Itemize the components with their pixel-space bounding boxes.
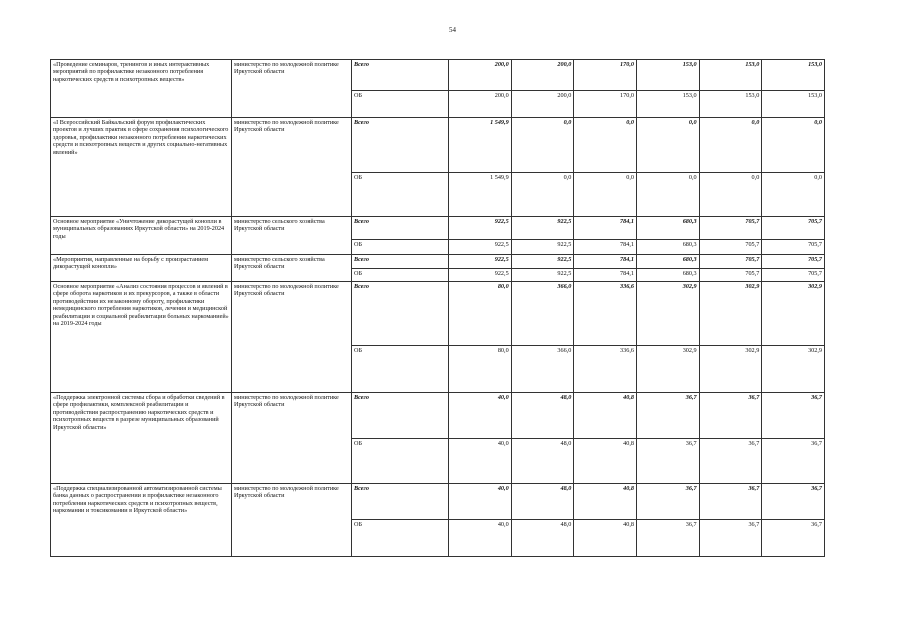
ob-value-cell: 705,7 — [762, 240, 825, 255]
ob-value-cell: 0,0 — [762, 173, 825, 217]
table-row — [51, 255, 825, 269]
page-number: 54 — [449, 26, 456, 34]
total-value-cell: 922,5 — [449, 255, 512, 269]
ob-value-cell: 40,0 — [449, 520, 512, 557]
table-row — [51, 60, 825, 91]
ob-value-cell: 302,9 — [699, 346, 762, 393]
ob-value-cell: 40,0 — [449, 439, 512, 484]
source-total-label: Всего — [352, 282, 449, 346]
total-value-cell: 36,7 — [762, 393, 825, 439]
ob-value-cell: 0,0 — [574, 173, 637, 217]
total-value-cell: 48,0 — [511, 393, 574, 439]
source-ob-label: ОБ — [352, 269, 449, 282]
ob-value-cell: 705,7 — [699, 269, 762, 282]
total-value-cell: 0,0 — [699, 118, 762, 173]
event-name-cell: «I Всероссийский Байкальский форум профилактических проектов и лучших практик в сфере сохранения психологического здоровья, профилактики незаконного потребления наркотических средств и психотропных веществ и других социально-негативных явлений» — [51, 118, 232, 217]
source-ob-label: ОБ — [352, 520, 449, 557]
event-name-cell: «Поддержка специализированной автоматизированной системы банка данных о распространении и профилактике незаконного потребления наркотических средств и психотропных веществ, наркомании и токсикомании в Иркутской области» — [51, 484, 232, 557]
total-value-cell: 36,7 — [699, 484, 762, 520]
total-value-cell: 705,7 — [762, 217, 825, 240]
ob-value-cell: 36,7 — [762, 439, 825, 484]
source-total-label: Всего — [352, 255, 449, 269]
total-value-cell: 153,0 — [762, 60, 825, 91]
ob-value-cell: 153,0 — [636, 91, 699, 118]
ob-value-cell: 366,0 — [511, 346, 574, 393]
table-row — [51, 282, 825, 346]
total-value-cell: 170,0 — [574, 60, 637, 91]
ob-value-cell: 200,0 — [511, 91, 574, 118]
ob-value-cell: 0,0 — [699, 173, 762, 217]
executor-cell: министерство по молодежной политике Иркутской области — [232, 118, 352, 217]
source-ob-label: ОБ — [352, 91, 449, 118]
total-value-cell: 680,3 — [636, 255, 699, 269]
total-value-cell: 200,0 — [511, 60, 574, 91]
ob-value-cell: 36,7 — [636, 439, 699, 484]
total-value-cell: 200,0 — [449, 60, 512, 91]
total-value-cell: 40,0 — [449, 484, 512, 520]
total-value-cell: 705,7 — [699, 255, 762, 269]
ob-value-cell: 336,6 — [574, 346, 637, 393]
ob-value-cell: 40,8 — [574, 439, 637, 484]
ob-value-cell: 680,3 — [636, 269, 699, 282]
ob-value-cell: 705,7 — [699, 240, 762, 255]
ob-value-cell: 153,0 — [699, 91, 762, 118]
total-value-cell: 153,0 — [699, 60, 762, 91]
ob-value-cell: 302,9 — [636, 346, 699, 393]
ob-value-cell: 0,0 — [511, 173, 574, 217]
total-value-cell: 40,8 — [574, 484, 637, 520]
total-value-cell: 784,1 — [574, 255, 637, 269]
table-row — [51, 484, 825, 520]
total-value-cell: 784,1 — [574, 217, 637, 240]
ob-value-cell: 922,5 — [511, 240, 574, 255]
ob-value-cell: 922,5 — [449, 269, 512, 282]
total-value-cell: 302,9 — [762, 282, 825, 346]
source-total-label: Всего — [352, 484, 449, 520]
total-value-cell: 302,9 — [636, 282, 699, 346]
ob-value-cell: 170,0 — [574, 91, 637, 118]
ob-value-cell: 922,5 — [511, 269, 574, 282]
ob-value-cell: 40,8 — [574, 520, 637, 557]
source-total-label: Всего — [352, 60, 449, 91]
total-value-cell: 0,0 — [511, 118, 574, 173]
ob-value-cell: 784,1 — [574, 269, 637, 282]
ob-value-cell: 302,9 — [762, 346, 825, 393]
ob-value-cell: 922,5 — [449, 240, 512, 255]
event-name-cell: «Проведение семинаров, тренингов и иных интерактивных мероприятий по профилактике незаконного потребления наркотических средств и психотропных веществ» — [51, 60, 232, 118]
total-value-cell: 40,8 — [574, 393, 637, 439]
source-ob-label: ОБ — [352, 240, 449, 255]
event-name-cell: Основное мероприятие «Уничтожение дикорастущей конопли в муниципальных образованиях Иркутской области» на 2019-2024 годы — [51, 217, 232, 255]
ob-value-cell: 705,7 — [762, 269, 825, 282]
total-value-cell: 36,7 — [762, 484, 825, 520]
executor-cell: министерство по молодежной политике Иркутской области — [232, 484, 352, 557]
source-total-label: Всего — [352, 393, 449, 439]
source-total-label: Всего — [352, 118, 449, 173]
total-value-cell: 1 549,9 — [449, 118, 512, 173]
source-ob-label: ОБ — [352, 173, 449, 217]
total-value-cell: 922,5 — [449, 217, 512, 240]
event-name-cell: «Поддержка электронной системы сбора и обработки сведений в сфере профилактики, комплексной реабилитации и противодействия распространению наркотических средств и психотропных веществ в разрезе муниципальных образований Иркутской области» — [51, 393, 232, 484]
total-value-cell: 680,3 — [636, 217, 699, 240]
total-value-cell: 36,7 — [699, 393, 762, 439]
executor-cell: министерство по молодежной политике Иркутской области — [232, 282, 352, 393]
total-value-cell: 922,5 — [511, 217, 574, 240]
ob-value-cell: 0,0 — [636, 173, 699, 217]
ob-value-cell: 36,7 — [699, 520, 762, 557]
ob-value-cell: 48,0 — [511, 520, 574, 557]
total-value-cell: 705,7 — [699, 217, 762, 240]
table-row — [51, 393, 825, 439]
ob-value-cell: 36,7 — [636, 520, 699, 557]
total-value-cell: 0,0 — [762, 118, 825, 173]
ob-value-cell: 1 549,9 — [449, 173, 512, 217]
table-row — [51, 217, 825, 240]
total-value-cell: 36,7 — [636, 484, 699, 520]
ob-value-cell: 48,0 — [511, 439, 574, 484]
ob-value-cell: 680,3 — [636, 240, 699, 255]
executor-cell: министерство сельского хозяйства Иркутской области — [232, 255, 352, 282]
ob-value-cell: 80,0 — [449, 346, 512, 393]
ob-value-cell: 200,0 — [449, 91, 512, 118]
executor-cell: министерство по молодежной политике Иркутской области — [232, 393, 352, 484]
event-name-cell: «Мероприятия, направленные на борьбу с произрастанием дикорастущей конопли» — [51, 255, 232, 282]
ob-value-cell: 36,7 — [762, 520, 825, 557]
ob-value-cell: 153,0 — [762, 91, 825, 118]
total-value-cell: 36,7 — [636, 393, 699, 439]
total-value-cell: 0,0 — [636, 118, 699, 173]
ob-value-cell: 784,1 — [574, 240, 637, 255]
total-value-cell: 153,0 — [636, 60, 699, 91]
total-value-cell: 48,0 — [511, 484, 574, 520]
total-value-cell: 366,0 — [511, 282, 574, 346]
table-row — [51, 118, 825, 173]
event-name-cell: Основное мероприятие «Анализ состояния процессов и явлений в сфере оборота наркотиков и их прекурсоров, а также в области противодействия их незаконному обороту, профилактики немедицинского потребления наркотиков, лечения и медицинской реабилитации и социальной реабилитации больных наркоманией» на 2019-2024 годы — [51, 282, 232, 393]
budget-table — [50, 59, 825, 557]
executor-cell: министерство сельского хозяйства Иркутской области — [232, 217, 352, 255]
total-value-cell: 0,0 — [574, 118, 637, 173]
total-value-cell: 302,9 — [699, 282, 762, 346]
total-value-cell: 922,5 — [511, 255, 574, 269]
source-total-label: Всего — [352, 217, 449, 240]
source-ob-label: ОБ — [352, 439, 449, 484]
total-value-cell: 705,7 — [762, 255, 825, 269]
ob-value-cell: 36,7 — [699, 439, 762, 484]
executor-cell: министерство по молодежной политике Иркутской области — [232, 60, 352, 118]
total-value-cell: 40,0 — [449, 393, 512, 439]
total-value-cell: 80,0 — [449, 282, 512, 346]
source-ob-label: ОБ — [352, 346, 449, 393]
total-value-cell: 336,6 — [574, 282, 637, 346]
